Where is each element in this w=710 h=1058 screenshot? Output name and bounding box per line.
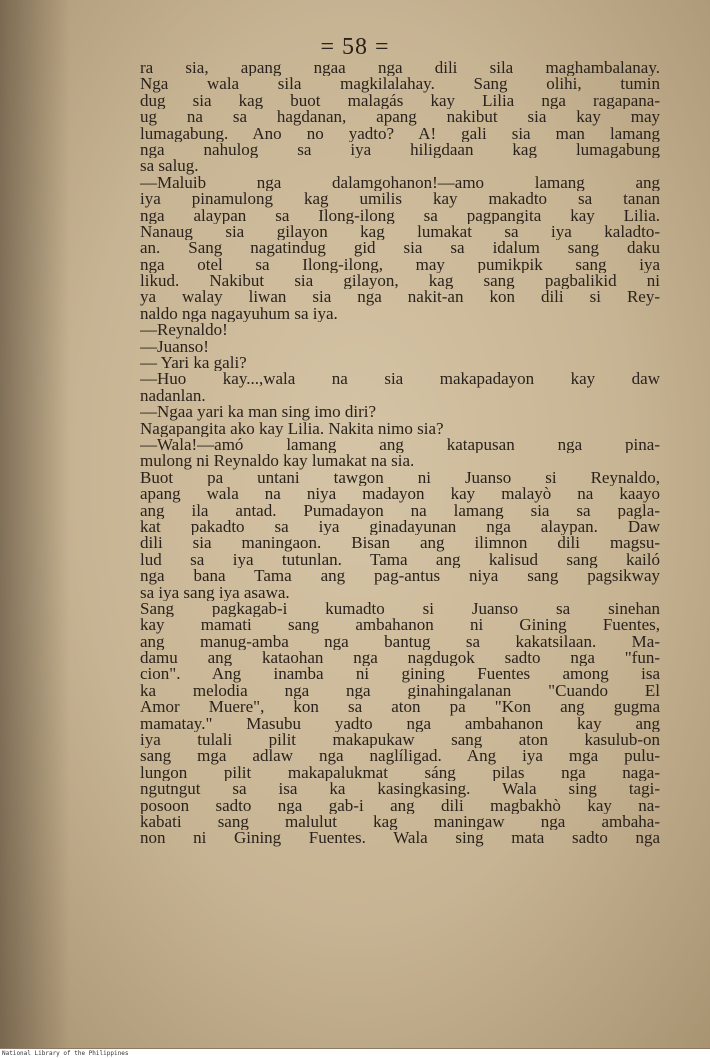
text-line: ya walay liwan sia nga nakit-an kon dili si Rey- xyxy=(140,289,660,306)
text-line: Sang pagkagab-i kumadto si Juanso sa sinehan xyxy=(140,600,660,618)
text-line: ka melodia nga nga ginahingalanan "Cuando El xyxy=(140,682,660,700)
text-line: —Reynaldo! xyxy=(140,322,228,339)
text-line: iya pinamulong kag umilis kay makadto sa tanan xyxy=(140,191,660,208)
text-line: kay mamati sang ambahanon ni Gining Fuentes, xyxy=(140,617,660,634)
text-line: —Juanso! xyxy=(140,338,209,356)
text-line: likud. Nakibut sia gilayon, kag sang pagbalikid ni xyxy=(140,273,660,290)
text-line: sang mga adlaw nga naglíligad. Ang iya mga pulu- xyxy=(140,748,660,765)
text-line: naldo nga nagayuhum sa iya. xyxy=(140,305,338,323)
text-line: damu ang kataohan nga nagdugok sadto nga "fun- xyxy=(140,650,660,667)
text-line: —Maluib nga dalamgohanon!—amo lamang ang xyxy=(140,174,660,192)
text-line: Nagapangita ako kay Lilia. Nakita nimo sia? xyxy=(140,420,444,437)
text-line: kat pakadto sa iya ginadayunan nga alaypan. Daw xyxy=(140,518,660,536)
text-line: Nanaug sia gilayon kag lumakat sa iya kaladto- xyxy=(140,223,660,241)
text-line: nadanlan. xyxy=(140,387,206,405)
text-line: mulong ni Reynaldo kay lumakat na sia. xyxy=(140,453,415,470)
text-line: ang manug-amba nga bantug sa kakatsilaan. Ma- xyxy=(140,633,660,651)
text-line: iya tulali pilit makapukaw sang aton kasulub-on xyxy=(140,732,660,749)
page-number-header: = 58 = xyxy=(320,34,390,60)
text-line: ngutngut sa isa ka kasingkasing. Wala sing tagi- xyxy=(140,781,660,798)
page-edge-shadow xyxy=(0,0,70,1048)
text-line: Buot pa untani tawgon ni Juanso si Reynaldo, xyxy=(140,469,660,487)
text-line: lumagabung. Ano no yadto? A! gali sia man lamang xyxy=(140,125,660,142)
text-line: apang wala na niya madayon kay malayò na kaayo xyxy=(140,486,660,503)
text-line: lud sa iya tutunlan. Tama ang kalisud sang kailó xyxy=(140,551,660,569)
text-line: sa iya sang iya asawa. xyxy=(140,584,290,601)
text-line: Nga wala sila magkilalahay. Sang olihi, tumin xyxy=(140,76,660,93)
text-line: sa salug. xyxy=(140,158,199,175)
text-line: dug sia kag buot malagás kay Lilia nga ragapana- xyxy=(140,92,660,110)
text-line: —Ngaa yari ka man sing imo diri? xyxy=(140,404,377,421)
text-line: an. Sang nagatindug gid sia sa idalum sang daku xyxy=(140,240,660,257)
text-line: ug na sa hagdanan, apang nakibut sia kay may xyxy=(140,109,660,126)
text-line: ra sia, apang ngaa nga dili sila maghambalanay. xyxy=(140,60,660,77)
body-text xyxy=(140,60,660,847)
text-line: kabati sang malulut kag maningaw nga ambaha- xyxy=(140,813,660,831)
text-line: Amor Muere", kon sa aton pa "Kon ang gugma xyxy=(140,699,660,716)
text-line: non ni Gining Fuentes. Wala sing mata sadto nga xyxy=(140,830,660,847)
text-line: dili sia maningaon. Bisan ang ilimnon dili magsu- xyxy=(140,535,660,552)
text-line: — Yari ka gali? xyxy=(140,355,247,372)
text-line: nga nahulog sa iya hiligdaan kag lumagabung xyxy=(140,141,660,159)
text-line: ang ila antad. Pumadayon na lamang sia sa pagla- xyxy=(140,502,660,519)
text-line: —Wala!—amó lamang ang katapusan nga pina- xyxy=(140,436,660,454)
text-line: nga bana Tama ang pag-antus niya sang pagsikway xyxy=(140,568,660,585)
library-watermark: National Library of the Philippines xyxy=(0,1049,710,1058)
text-line: lungon pilit makapalukmat sáng pilas nga naga- xyxy=(140,764,660,782)
text-line: cion". Ang inamba ni gining Fuentes among isa xyxy=(140,666,660,683)
text-line: mamatay." Masubu yadto nga ambahanon kay ang xyxy=(140,715,660,733)
text-line: —Huo kay...,wala na sia makapadayon kay daw xyxy=(140,371,660,388)
text-line: nga alaypan sa Ilong-ilong sa pagpangita kay Lilia. xyxy=(140,207,660,224)
text-line: nga otel sa Ilong-ilong, may pumikpik sang iya xyxy=(140,256,660,274)
text-line: posoon sadto nga gab-i ang dili magbakhò kay na- xyxy=(140,797,660,814)
